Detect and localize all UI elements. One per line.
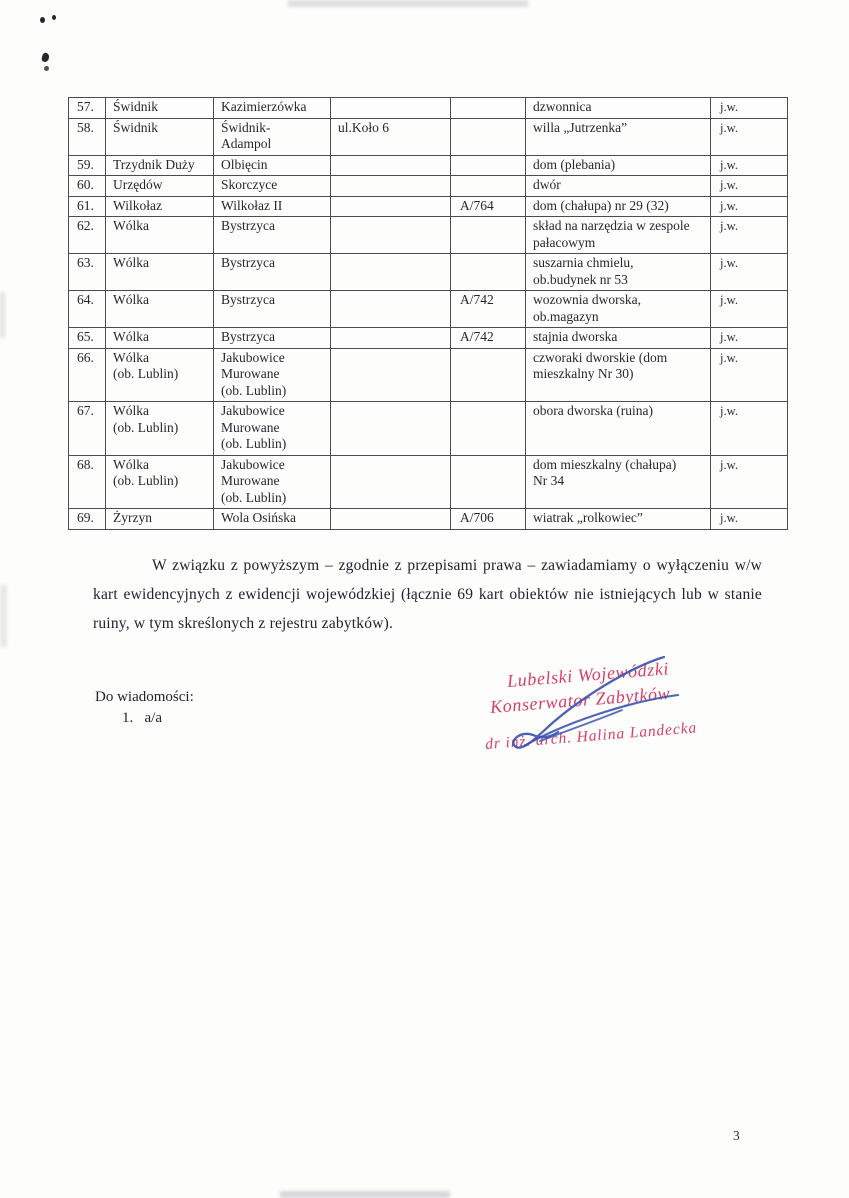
scan-artifact: [280, 1191, 450, 1198]
table-cell-uwagi: j.w.: [711, 217, 788, 254]
table-cell-nr: A/706: [451, 509, 526, 530]
table-cell-miejscowosc: Świdnik- Adampol: [214, 118, 331, 155]
table-cell-obiekt: dom (chałupa) nr 29 (32): [526, 196, 711, 217]
page-number: 3: [733, 1128, 740, 1143]
table-cell-gmina: Trzydnik Duży: [106, 155, 214, 176]
table-cell-nr: A/742: [451, 291, 526, 328]
ink-speck: [52, 15, 56, 20]
stamp-line-3: dr inż. arch. Halina Landecka: [484, 719, 698, 754]
table-cell-no: 67.: [69, 402, 106, 456]
table-cell-no: 64.: [69, 291, 106, 328]
table-cell-gmina: Wólka (ob. Lublin): [106, 455, 214, 509]
table-cell-nr: [451, 217, 526, 254]
table-cell-uwagi: j.w.: [711, 402, 788, 456]
table-cell-gmina: Wólka: [106, 328, 214, 349]
table-cell-gmina: Żyrzyn: [106, 509, 214, 530]
table-row: [69, 455, 788, 509]
table-row: [69, 217, 788, 254]
stamp-line-1: Lubelski Wojewódzki: [506, 658, 670, 692]
table-cell-no: 57.: [69, 98, 106, 119]
table-cell-uwagi: j.w.: [711, 328, 788, 349]
table-row: [69, 291, 788, 328]
table-cell-miejscowosc: Skorczyce: [214, 176, 331, 197]
table-row: [69, 348, 788, 402]
table-cell-uwagi: j.w.: [711, 118, 788, 155]
table-cell-obiekt: stajnia dworska: [526, 328, 711, 349]
table-cell-uwagi: j.w.: [711, 196, 788, 217]
table-cell-nr: [451, 254, 526, 291]
table-cell-miejscowosc: Kazimierzówka: [214, 98, 331, 119]
table-row: [69, 509, 788, 530]
table-cell-adres: [331, 328, 451, 349]
table-row: [69, 118, 788, 155]
table-cell-miejscowosc: Olbięcin: [214, 155, 331, 176]
table-cell-miejscowosc: Wilkołaz II: [214, 196, 331, 217]
table-cell-no: 66.: [69, 348, 106, 402]
table-cell-no: 63.: [69, 254, 106, 291]
table-cell-obiekt: dwór: [526, 176, 711, 197]
table-cell-gmina: Wilkołaz: [106, 196, 214, 217]
scan-artifact: [288, 0, 528, 7]
signature-stroke: [513, 657, 664, 748]
table-cell-no: 68.: [69, 455, 106, 509]
notice-paragraph: W związku z powyższym – zgodnie z przepisami prawa – zawiadamiamy o wyłączeniu w/w kart ewidencyjnych z ewidencji wojewódzkiej (łącznie 69 kart obiektów nie istniejących lub w stanie ruiny, w tym skreślonych z rejestru zabytków).: [93, 557, 762, 632]
table-cell-gmina: Wólka (ob. Lublin): [106, 348, 214, 402]
table-cell-nr: A/742: [451, 328, 526, 349]
table-cell-nr: [451, 348, 526, 402]
table-row: [69, 176, 788, 197]
table-cell-no: 60.: [69, 176, 106, 197]
table-cell-adres: [331, 291, 451, 328]
table-cell-uwagi: j.w.: [711, 291, 788, 328]
signature-stroke: [540, 710, 622, 741]
table-cell-obiekt: wozownia dworska, ob.magazyn: [526, 291, 711, 328]
table-cell-miejscowosc: Wola Osińska: [214, 509, 331, 530]
register-table: [68, 97, 788, 530]
table-row: [69, 402, 788, 456]
table-cell-adres: [331, 155, 451, 176]
table-cell-adres: ul.Koło 6: [331, 118, 451, 155]
table-cell-miejscowosc: Bystrzyca: [214, 328, 331, 349]
table-cell-obiekt: dom mieszkalny (chałupa) Nr 34: [526, 455, 711, 509]
register-table-body: [69, 98, 788, 530]
table-cell-adres: [331, 402, 451, 456]
distribution-item: 1. a/a: [122, 710, 162, 726]
table-cell-gmina: Wólka: [106, 217, 214, 254]
table-cell-obiekt: dom (plebania): [526, 155, 711, 176]
signature-stroke: [524, 695, 678, 746]
table-cell-adres: [331, 455, 451, 509]
distribution-block: [95, 688, 194, 728]
table-cell-uwagi: j.w.: [711, 155, 788, 176]
table-cell-uwagi: j.w.: [711, 348, 788, 402]
table-cell-miejscowosc: Bystrzyca: [214, 254, 331, 291]
table-cell-miejscowosc: Jakubowice Murowane (ob. Lublin): [214, 402, 331, 456]
table-cell-obiekt: willa „Jutrzenka”: [526, 118, 711, 155]
table-cell-no: 61.: [69, 196, 106, 217]
table-cell-miejscowosc: Bystrzyca: [214, 291, 331, 328]
table-cell-nr: [451, 98, 526, 119]
table-cell-adres: [331, 98, 451, 119]
table-row: [69, 254, 788, 291]
table-cell-obiekt: wiatrak „rolkowiec”: [526, 509, 711, 530]
ink-speck: [44, 66, 49, 71]
table-cell-no: 59.: [69, 155, 106, 176]
table-cell-nr: [451, 455, 526, 509]
table-cell-gmina: Świdnik: [106, 118, 214, 155]
table-cell-adres: [331, 217, 451, 254]
table-cell-nr: [451, 176, 526, 197]
table-cell-no: 69.: [69, 509, 106, 530]
table-cell-uwagi: j.w.: [711, 254, 788, 291]
table-cell-miejscowosc: Jakubowice Murowane (ob. Lublin): [214, 455, 331, 509]
table-cell-gmina: Wólka (ob. Lublin): [106, 402, 214, 456]
table-cell-adres: [331, 509, 451, 530]
table-cell-miejscowosc: Jakubowice Murowane (ob. Lublin): [214, 348, 331, 402]
table-cell-uwagi: j.w.: [711, 509, 788, 530]
table-cell-no: 62.: [69, 217, 106, 254]
table-cell-gmina: Świdnik: [106, 98, 214, 119]
table-row: [69, 328, 788, 349]
table-cell-miejscowosc: Bystrzyca: [214, 217, 331, 254]
table-cell-obiekt: suszarnia chmielu, ob.budynek nr 53: [526, 254, 711, 291]
table-cell-adres: [331, 348, 451, 402]
table-cell-gmina: Wólka: [106, 254, 214, 291]
table-cell-no: 65.: [69, 328, 106, 349]
scan-artifact: [0, 292, 5, 338]
table-cell-nr: A/764: [451, 196, 526, 217]
table-cell-nr: [451, 118, 526, 155]
ink-speck: [40, 17, 45, 23]
table-cell-uwagi: j.w.: [711, 176, 788, 197]
table-row: [69, 196, 788, 217]
table-row: [69, 155, 788, 176]
table-cell-nr: [451, 402, 526, 456]
table-cell-obiekt: skład na narzędzia w zespole pałacowym: [526, 217, 711, 254]
table-cell-adres: [331, 196, 451, 217]
table-cell-gmina: Wólka: [106, 291, 214, 328]
table-cell-uwagi: j.w.: [711, 455, 788, 509]
table-cell-obiekt: czworaki dworskie (dom mieszkalny Nr 30): [526, 348, 711, 402]
table-cell-gmina: Urzędów: [106, 176, 214, 197]
table-cell-nr: [451, 155, 526, 176]
table-cell-no: 58.: [69, 118, 106, 155]
stamp-line-2: Konserwator Zabytków: [489, 682, 671, 718]
table-cell-adres: [331, 176, 451, 197]
table-cell-obiekt: obora dworska (ruina): [526, 402, 711, 456]
table-cell-uwagi: j.w.: [711, 98, 788, 119]
distribution-heading: Do wiadomości:: [95, 689, 194, 705]
table-cell-adres: [331, 254, 451, 291]
table-row: [69, 98, 788, 119]
scan-artifact: [0, 585, 7, 647]
ink-speck: [41, 52, 50, 63]
table-cell-obiekt: dzwonnica: [526, 98, 711, 119]
